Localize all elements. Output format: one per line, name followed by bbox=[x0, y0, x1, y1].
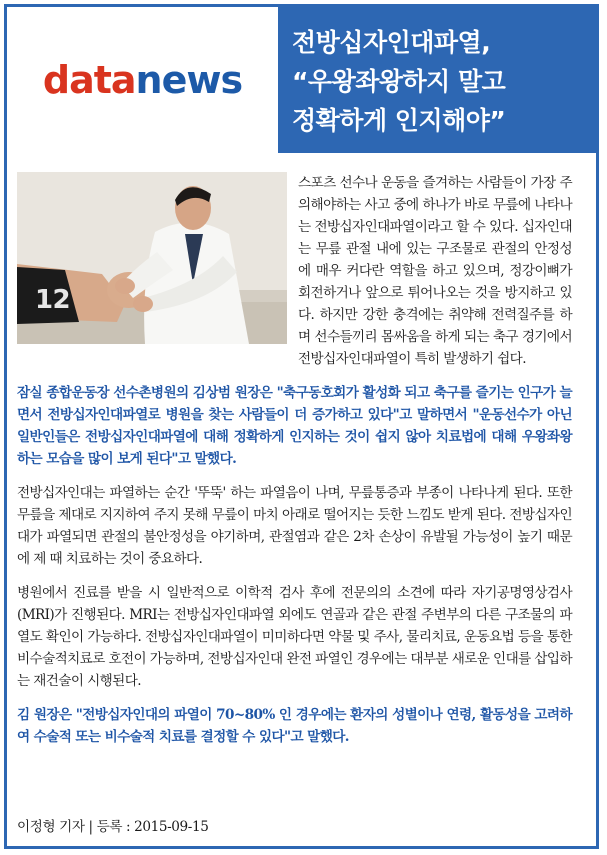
headline-line-2: “우왕좌왕하지 말고 bbox=[292, 67, 506, 96]
datanews-logo bbox=[43, 58, 242, 102]
logo-area bbox=[7, 7, 278, 153]
logo-text-news: news bbox=[135, 58, 243, 102]
headline-line-1: 전방십자인대파열, bbox=[292, 28, 491, 57]
headline-line-3: 정확하게 인지해야” bbox=[292, 106, 506, 135]
svg-text:12: 12 bbox=[35, 285, 70, 315]
article-body bbox=[17, 172, 572, 760]
headline-box bbox=[278, 7, 596, 153]
paragraph-intro: 스포츠 선수나 운동을 즐겨하는 사람들이 가장 주의해야하는 사고 중에 하나가 바로 무릎에 나타나는 전방십자인대파열이라고 할 수 있다. 십자인대는 무릎 관절 내에 있는 구조물로 관절의 안정성에 매우 커다란 역할을 하고 있으며, 정강이뼈가 회전하거나 앞으로 튀어나오는 것을 방지하고 있다. 하지만 강한 충격에는 취약해 전력질주를 하며 선수들끼리 몸싸움을 하게 되는 축구 경기에서 전방십자인대파열이 특히 발생하기 쉽다. bbox=[298, 175, 572, 367]
paragraph-symptoms: 전방십자인대는 파열하는 순간 '뚜뚝' 하는 파열음이 나며, 무릎통증과 부종이 나타나게 된다. 또한 무릎을 제대로 지지하여 주지 못해 무릎이 마치 아래로 떨어지는 듯한 느낌도 받게 된다. 전방십자인대가 파열되면 관절의 불안정성을 야기하며, 관절염과 같은 2차 손상이 유발될 가능성이 높기 때문에 제 때 치료하는 것이 중요하다. bbox=[17, 485, 572, 567]
quote-paragraph-1: 잠실 종합운동장 선수촌병원의 김상범 원장은 "축구동호회가 활성화 되고 축구를 즐기는 인구가 늘면서 전방십자인대파열로 병원을 찾는 사람들이 더 증가하고 있다"고 말하면서 "운동선수가 아닌 일반인들은 전방십자인대파열에 대해 정확하게 인지하는 것이 쉽지 않아 치료법에 대해 우왕좌왕하는 모습을 많이 보게 된다"고 말했다. bbox=[17, 385, 572, 467]
quote-paragraph-2: 김 원장은 "전방십자인대의 파열이 70~80% 인 경우에는 환자의 성별이나 연령, 활동성을 고려하여 수술적 또는 비수술적 치료를 결정할 수 있다"고 말했다. bbox=[17, 707, 572, 745]
photo-illustration bbox=[17, 172, 287, 344]
paragraph-treatment: 병원에서 진료를 받을 시 일반적으로 이학적 검사 후에 전문의의 소견에 따라 자기공명영상검사(MRI)가 진행된다. MRI는 전방십자인대파열 외에도 연골과 같은 관절 주변부의 다른 구조물의 파열도 확인이 가능하다. 전방십자인대파열이 미미하다면 약물 및 주사, 물리치료, 운동요법 등을 통한 비수술적치료로 호전이 가능하며, 전방십자인대 완전 파열인 경우에는 대부분 새로운 인대를 삽입하는 재건술이 시행된다. bbox=[17, 585, 572, 689]
header bbox=[7, 7, 596, 153]
doctor-examining-knee-photo bbox=[17, 172, 287, 344]
byline: 이정형 기자 | 등록 : 2015-09-15 bbox=[17, 819, 209, 835]
logo-text-data: data bbox=[42, 58, 136, 102]
